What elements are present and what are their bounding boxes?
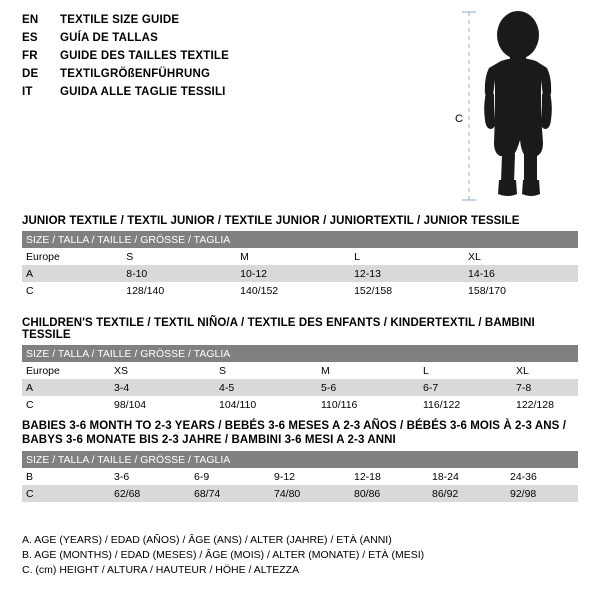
size-table-junior (22, 231, 578, 299)
cell: 116/122 (419, 396, 512, 413)
section-junior-textile (22, 215, 578, 299)
cell: 7-8 (512, 379, 578, 396)
cell: 74/80 (270, 485, 350, 502)
cell: L (350, 248, 464, 265)
language-title-block (22, 14, 442, 104)
cell: 10-12 (236, 265, 350, 282)
section-babies-textile (22, 419, 578, 502)
table-header-row (22, 231, 578, 248)
table-header-label: SIZE / TALLA / TAILLE / GRÖSSE / TAGLIA (22, 345, 578, 362)
height-measure-label: C (455, 113, 463, 125)
cell: 6-9 (190, 468, 270, 485)
cell: 104/110 (215, 396, 317, 413)
row-label: A (22, 379, 110, 396)
cell: 86/92 (428, 485, 506, 502)
table-header-label: SIZE / TALLA / TAILLE / GRÖSSE / TAGLIA (22, 451, 578, 468)
cell: 3-4 (110, 379, 215, 396)
cell: 68/74 (190, 485, 270, 502)
cell: 4-5 (215, 379, 317, 396)
legend-line-b: B. AGE (MONTHS) / EDAD (MESES) / ÂGE (MOIS) / ALTER (MONATE) / ETÀ (MESI) (22, 549, 425, 561)
table-row (22, 282, 578, 299)
size-table-children (22, 345, 578, 413)
language-code-es: ES (22, 32, 38, 44)
section-childrens-textile (22, 317, 578, 413)
language-title-it: GUIDA ALLE TAGLIE TESSILI (60, 86, 226, 98)
table-header-row (22, 451, 578, 468)
child-silhouette-figure (455, 8, 585, 203)
table-row (22, 396, 578, 413)
language-title-es: GUÍA DE TALLAS (60, 32, 158, 44)
cell: 12-18 (350, 468, 428, 485)
section-title-junior: JUNIOR TEXTILE / TEXTIL JUNIOR / TEXTILE JUNIOR / JUNIORTEXTIL / JUNIOR TESSILE (22, 215, 520, 227)
child-silhouette-icon (455, 8, 585, 203)
cell: 98/104 (110, 396, 215, 413)
section-title-children: CHILDREN'S TEXTILE / TEXTIL NIÑO/A / TEXTILE DES ENFANTS / KINDERTEXTIL / BAMBINI TESSILE (22, 317, 535, 341)
table-row (22, 468, 578, 485)
cell: S (215, 362, 317, 379)
cell: 12-13 (350, 265, 464, 282)
cell: 14-16 (464, 265, 578, 282)
cell: XS (110, 362, 215, 379)
language-title-fr: GUIDE DES TAILLES TEXTILE (60, 50, 229, 62)
cell: 122/128 (512, 396, 578, 413)
cell: M (317, 362, 419, 379)
language-code-en: EN (22, 14, 39, 26)
cell: 24-36 (506, 468, 578, 485)
row-label: Europe (22, 362, 110, 379)
cell: S (122, 248, 236, 265)
language-row-it (22, 86, 442, 104)
language-row-en (22, 14, 442, 32)
language-code-de: DE (22, 68, 39, 80)
cell: 92/98 (506, 485, 578, 502)
cell: 18-24 (428, 468, 506, 485)
language-row-de (22, 68, 442, 86)
cell: XL (464, 248, 578, 265)
language-title-en: TEXTILE SIZE GUIDE (60, 14, 180, 26)
cell: XL (512, 362, 578, 379)
language-row-es (22, 32, 442, 50)
row-label: A (22, 265, 122, 282)
cell: 62/68 (110, 485, 190, 502)
cell: 8-10 (122, 265, 236, 282)
row-label: C (22, 485, 110, 502)
cell: 158/170 (464, 282, 578, 299)
table-row (22, 379, 578, 396)
cell: 6-7 (419, 379, 512, 396)
cell: L (419, 362, 512, 379)
section-title-babies: BABIES 3-6 MONTH TO 2-3 YEARS / BEBÉS 3-6 MESES A 2-3 AÑOS / BÉBÉS 3-6 MOIS À 2-3 ANS / BABYS 3-6 MONATE BIS 2-3 JAHRE / BAMBINI 3-6 MESI A 2-3 ANNI (22, 420, 566, 446)
row-label: Europe (22, 248, 122, 265)
row-label: C (22, 396, 110, 413)
cell: 3-6 (110, 468, 190, 485)
legend-block (22, 533, 578, 578)
table-row (22, 265, 578, 282)
table-row (22, 485, 578, 502)
legend-line-c: C. (cm) HEIGHT / ALTURA / HAUTEUR / HÖHE / ALTEZZA (22, 564, 300, 576)
table-row (22, 248, 578, 265)
table-header-label: SIZE / TALLA / TAILLE / GRÖSSE / TAGLIA (22, 231, 578, 248)
size-table-babies (22, 451, 578, 502)
cell: 9-12 (270, 468, 350, 485)
cell: M (236, 248, 350, 265)
cell: 152/158 (350, 282, 464, 299)
row-label: B (22, 468, 110, 485)
legend-line-a: A. AGE (YEARS) / EDAD (AÑOS) / ÂGE (ANS) / ALTER (JAHRE) / ETÀ (ANNI) (22, 534, 392, 546)
language-code-fr: FR (22, 50, 38, 62)
row-label: C (22, 282, 122, 299)
language-code-it: IT (22, 86, 33, 98)
cell: 140/152 (236, 282, 350, 299)
table-header-row (22, 345, 578, 362)
language-row-fr (22, 50, 442, 68)
language-title-de: TEXTILGRÖßENFÜHRUNG (60, 68, 211, 80)
cell: 128/140 (122, 282, 236, 299)
cell: 110/116 (317, 396, 419, 413)
cell: 5-6 (317, 379, 419, 396)
table-row (22, 362, 578, 379)
cell: 80/86 (350, 485, 428, 502)
